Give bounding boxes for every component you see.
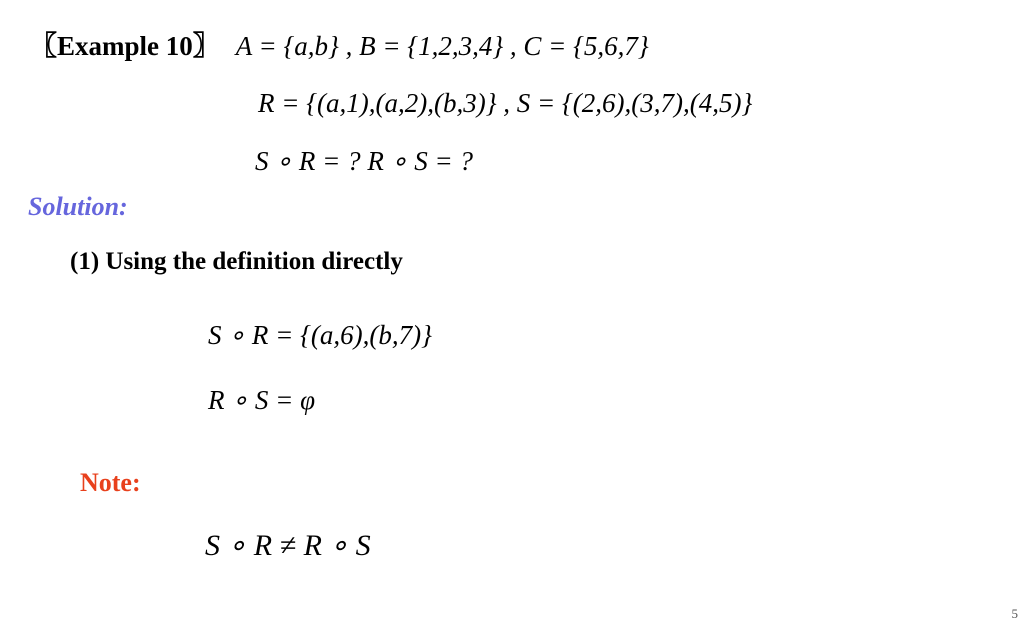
relations-math: R = {(a,1),(a,2),(b,3)} , S = {(2,6),(3,7),(4,5)} [258, 88, 753, 118]
page-number: 5 [1011, 606, 1018, 621]
note-label: Note: [80, 468, 141, 497]
step-one-text: (1) Using the definition directly [70, 248, 403, 275]
example-sets-math: A = {a,b} , B = {1,2,3,4} , C = {5,6,7} [235, 31, 649, 61]
solution-label: Solution: [28, 192, 128, 221]
question-math: S ∘ R = ? R ∘ S = ? [255, 146, 473, 176]
note-math: S ∘ R ≠ R ∘ S [205, 529, 371, 562]
example-heading-line [30, 24, 649, 63]
result-s-compose-r: S ∘ R = {(a,6),(b,7)} [208, 320, 432, 350]
result-r-compose-s: R ∘ S = φ [208, 385, 316, 415]
example-label: 〖Example 10〗 [30, 31, 220, 61]
